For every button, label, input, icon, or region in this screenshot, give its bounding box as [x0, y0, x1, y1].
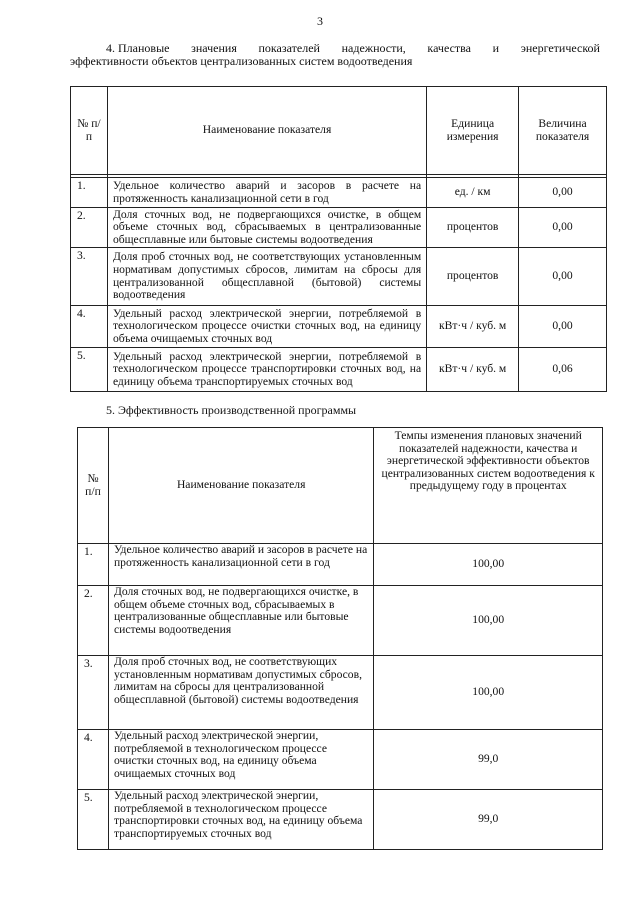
header-rate: Темпы изменения плановых значений показателей надежности, качества и энергетической эффективности объектов централизованных систем водоотведения к предыдущему году в процентах: [374, 428, 603, 544]
row-unit: кВт·ч / куб. м: [427, 348, 519, 392]
table-row: [78, 544, 603, 586]
table-row: [71, 248, 607, 306]
row-num: 5.: [71, 348, 108, 392]
table-row: [78, 790, 603, 850]
header-num: № п/п: [78, 428, 109, 544]
reliability-indicators-table: [70, 86, 607, 392]
header-num: № п/п: [71, 87, 108, 175]
page-number: 3: [317, 14, 323, 28]
table-header-row: [71, 87, 607, 175]
row-value: 0,00: [519, 306, 607, 348]
row-num: 4.: [78, 730, 109, 790]
title-word: показателей: [258, 41, 320, 55]
table-row: [71, 306, 607, 348]
row-num: 4.: [71, 306, 108, 348]
row-num: 3.: [78, 656, 109, 730]
row-num: 1.: [71, 178, 108, 208]
header-name: Наименование показателя: [107, 87, 426, 175]
row-name: Удельное количество аварий и засоров в расчете на протяженность канализационной сети в год: [107, 178, 426, 208]
row-name: Удельный расход электрической энергии, потребляемой в технологическом процессе очистки сточных вод, на единицу объема очищаемых сточных вод: [108, 730, 373, 790]
title-word: 4. Плановые: [106, 41, 170, 55]
row-unit: процентов: [427, 208, 519, 248]
row-num: 2.: [78, 586, 109, 656]
title-word: и: [492, 41, 500, 55]
table-row: [78, 730, 603, 790]
program-efficiency-table: [77, 427, 603, 850]
row-unit: кВт·ч / куб. м: [427, 306, 519, 348]
header-unit: Единица измерения: [427, 87, 519, 175]
row-rate: 100,00: [374, 656, 603, 730]
table-header-row: [78, 428, 603, 544]
row-rate: 99,0: [374, 730, 603, 790]
header-name: Наименование показателя: [108, 428, 373, 544]
section4-title: [70, 42, 600, 68]
row-value: 0,00: [519, 208, 607, 248]
row-value: 0,00: [519, 178, 607, 208]
row-name: Удельный расход электрической энергии, потребляемой в технологическом процессе транспортировки сточных вод, на единицу объема транспортируемых сточных вод: [108, 790, 373, 850]
row-value: 0,06: [519, 348, 607, 392]
row-rate: 100,00: [374, 586, 603, 656]
row-name: Доля проб сточных вод, не соответствующих установленным нормативам допустимых сбросов, лимитам на сбросы для централизованной общесплавной (бытовой) системы водоотведения: [107, 248, 426, 306]
title-word: надежности,: [341, 41, 406, 55]
row-value: 0,00: [519, 248, 607, 306]
table-row: [78, 656, 603, 730]
title-word: энергетической: [520, 41, 600, 55]
row-name: Удельный расход электрической энергии, потребляемой в технологическом процессе транспортировки сточных вод, на единицу объема транспортируемых сточных вод: [107, 348, 426, 392]
row-unit: ед. / км: [427, 178, 519, 208]
row-num: 1.: [78, 544, 109, 586]
row-rate: 100,00: [374, 544, 603, 586]
title-word: качества: [427, 41, 471, 55]
row-name: Доля сточных вод, не подвергающихся очистке, в общем объеме сточных вод, сбрасываемых в централизованные общесплавные или бытовые системы водоотведения: [108, 586, 373, 656]
row-name: Доля проб сточных вод, не соответствующих установленным нормативам допустимых сбросов, лимитам на сбросы для централизованной общесплавной (бытовой) системы водоотведения: [108, 656, 373, 730]
row-unit: процентов: [427, 248, 519, 306]
section5-title: 5. Эффективность производственной программы: [106, 403, 357, 417]
row-name: Доля сточных вод, не подвергающихся очистке, в общем объеме сточных вод, сбрасываемых в централизованные общесплавные или бытовые системы водоотведения: [107, 208, 426, 248]
title-word: значения: [191, 41, 237, 55]
table-row: [71, 178, 607, 208]
table-row: [71, 208, 607, 248]
row-rate: 99,0: [374, 790, 603, 850]
row-name: Удельное количество аварий и засоров в расчете на протяженность канализационной сети в год: [108, 544, 373, 586]
section4-title-line2: эффективности объектов централизованных систем водоотведения: [70, 54, 413, 68]
header-value: Величина показателя: [519, 87, 607, 175]
row-num: 2.: [71, 208, 108, 248]
row-num: 5.: [78, 790, 109, 850]
row-num: 3.: [71, 248, 108, 306]
row-name: Удельный расход электрической энергии, потребляемой в технологическом процессе очистки сточных вод, на единицу объема очищаемых сточных вод: [107, 306, 426, 348]
table-row: [71, 348, 607, 392]
table-row: [78, 586, 603, 656]
